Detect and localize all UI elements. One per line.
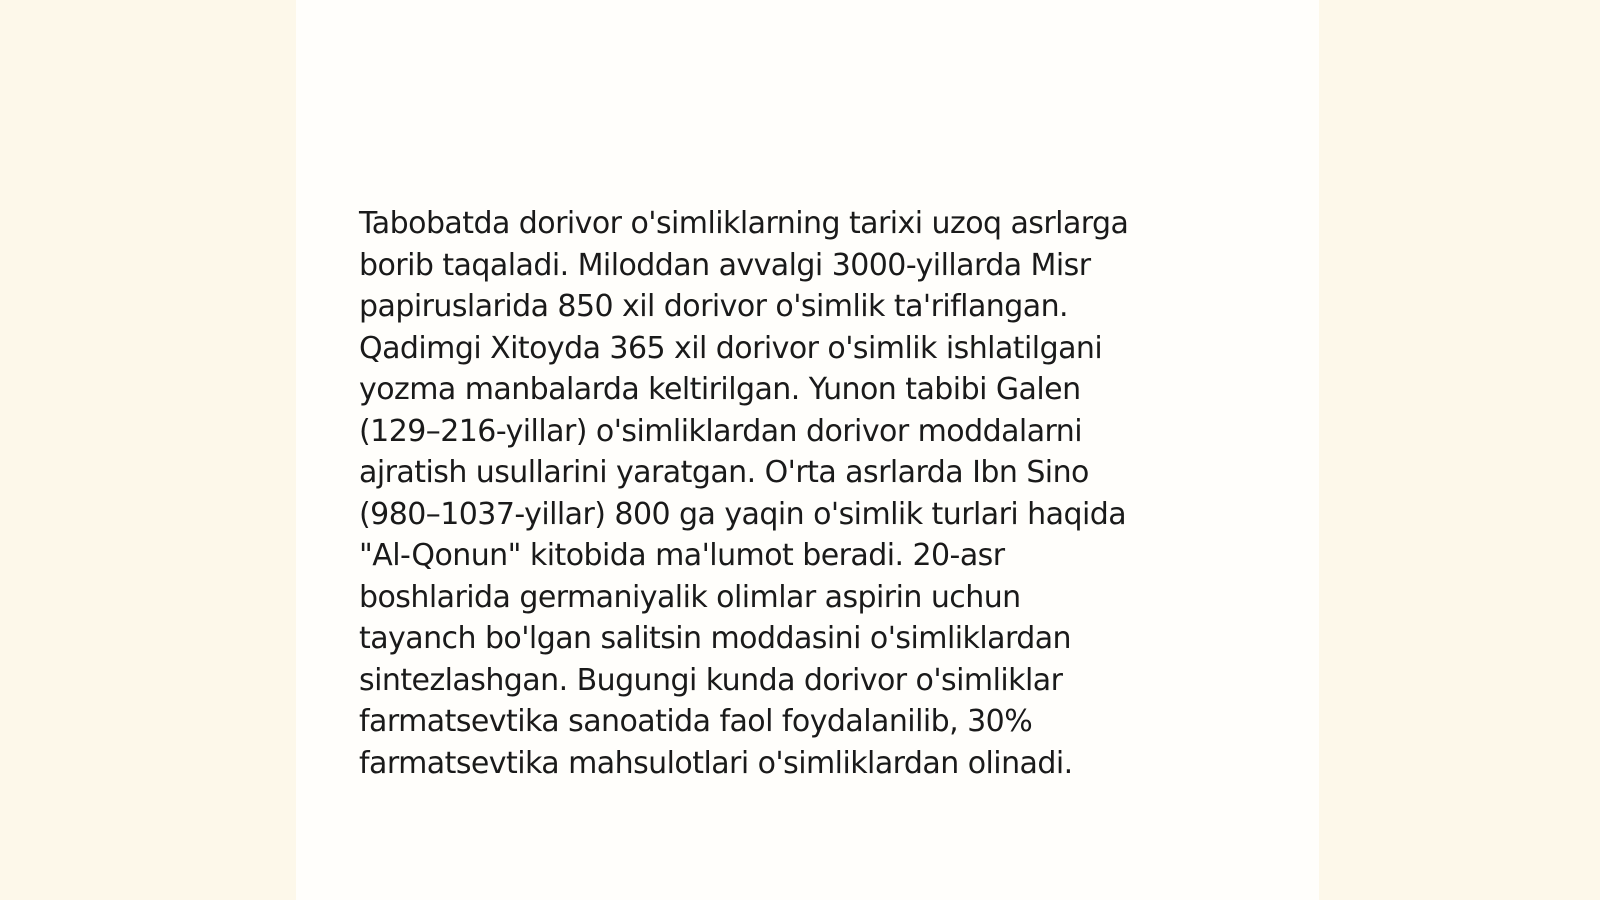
paragraph-line: Qadimgi Xitoyda 365 xil dorivor o'simlik ishlatilgani [359, 330, 1103, 366]
paragraph-line: ajratish usullarini yaratgan. O'rta asrlarda Ibn Sino [359, 455, 1089, 490]
body-paragraph [359, 203, 1259, 784]
paragraph-line: (980–1037-yillar) 800 ga yaqin o'simlik turlari haqida [359, 496, 1127, 532]
paragraph-line: farmatsevtika mahsulotlari o'simliklardan olinadi. [359, 745, 1073, 781]
paragraph-line: papiruslarida 850 xil dorivor o'simlik ta'riflangan. [359, 289, 1069, 324]
paragraph-line: "Al-Qonun" kitobida ma'lumot beradi. 20-asr [359, 538, 1005, 573]
paragraph-line: borib taqaladi. Miloddan avvalgi 3000-yillarda Misr [359, 247, 1091, 283]
paragraph-line: (129–216-yillar) o'simliklardan dorivor moddalarni [359, 413, 1083, 449]
paragraph-line: Tabobatda dorivor o'simliklarning tarixi uzoq asrlarga [359, 206, 1129, 241]
document-page [296, 0, 1319, 900]
paragraph-line: yozma manbalarda keltirilgan. Yunon tabibi Galen [359, 372, 1081, 407]
paragraph-line: tayanch bo'lgan salitsin moddasini o'simliklardan [359, 621, 1072, 656]
paragraph-line: farmatsevtika sanoatida faol foydalanilib, 30% [359, 704, 1033, 739]
paragraph-line: boshlarida germaniyalik olimlar aspirin uchun [359, 579, 1021, 615]
paragraph-line: sintezlashgan. Bugungi kunda dorivor o'simliklar [359, 662, 1063, 698]
